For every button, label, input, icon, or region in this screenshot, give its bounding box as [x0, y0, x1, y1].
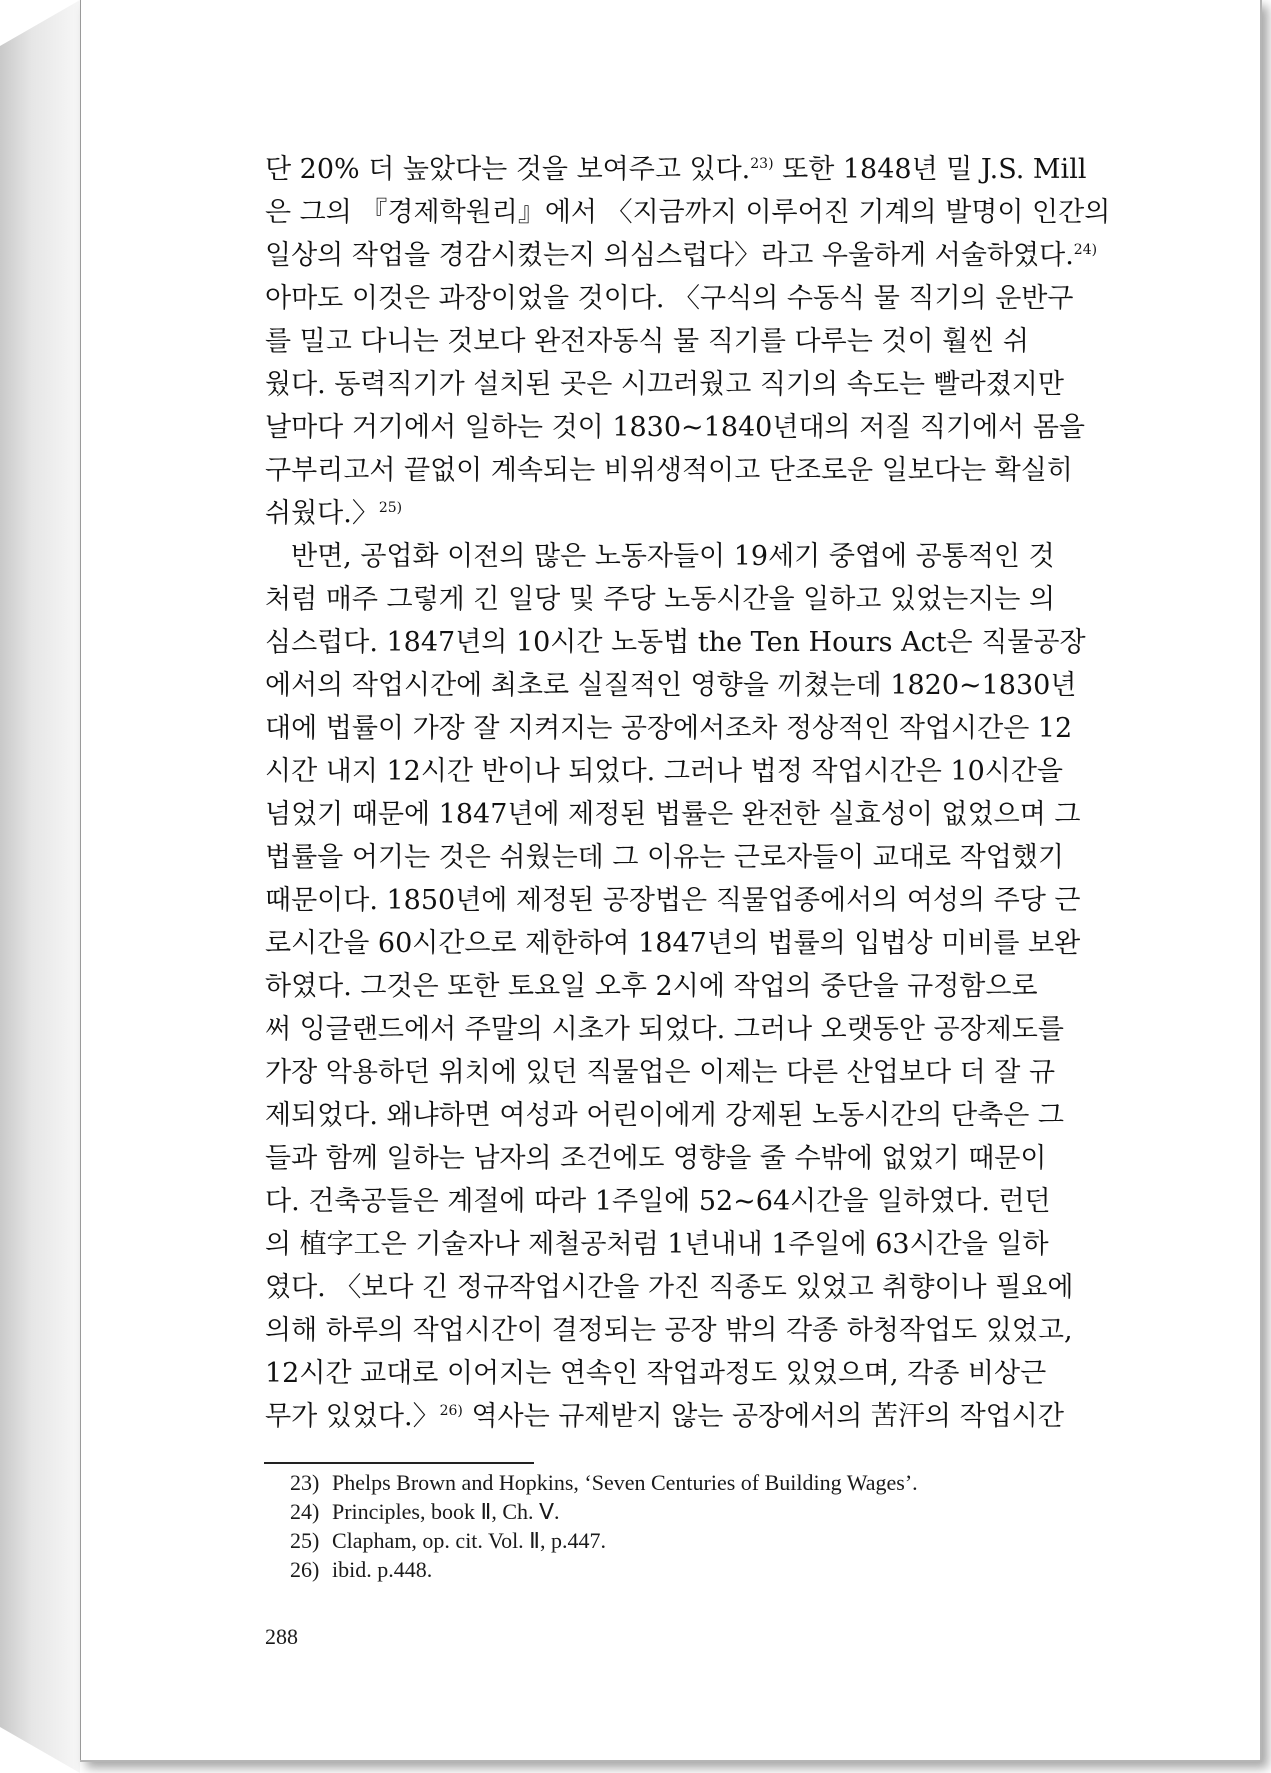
text-line: 무가 있었다.〉$^{26)}$ 역사는 규제받지 않는 공장에서의 苦汗의 작업시간 — [265, 1401, 1064, 1432]
text-line: 시간 내지 12시간 반이나 되었다. 그러나 법정 작업시간은 10시간을 — [265, 756, 1064, 787]
text-line: 에서의 작업시간에 최초로 실질적인 영향을 끼쳤는데 1820~1830년 — [265, 670, 1077, 701]
text-line: 쉬웠다.〉$^{25)}$ — [265, 498, 403, 529]
text-line: 웠다. 동력직기가 설치된 곳은 시끄러웠고 직기의 속도는 빨라졌지만 — [265, 369, 1064, 400]
text-line: 로시간을 60시간으로 제한하여 1847년의 법률의 입법상 미비를 보완 — [265, 928, 1081, 959]
text-line: 단 20% 더 높았다는 것을 보여주고 있다.$^{23)}$ 또한 1848년 밀 J.S. Mill — [265, 154, 1087, 185]
footnote — [290, 1555, 1090, 1584]
text-line: 제되었다. 왜냐하면 여성과 어린이에게 강제된 노동시간의 단축은 그 — [265, 1100, 1064, 1131]
page-number: 288 — [265, 1624, 298, 1649]
footnote-ref: 26) — [439, 1403, 463, 1419]
text-line: 날마다 거기에서 일하는 것이 1830~1840년대의 저질 직기에서 몸을 — [265, 412, 1086, 443]
footnote — [290, 1526, 1090, 1555]
footnote-ref: 25) — [378, 500, 403, 516]
body-text — [265, 148, 1200, 1438]
footnote-text: Clapham, op. cit. Vol. Ⅱ, p.447. — [332, 1528, 607, 1553]
text-line: 넘었기 때문에 1847년에 제정된 법률은 완전한 실효성이 없었으며 그 — [265, 799, 1081, 830]
text-line: 법률을 어기는 것은 쉬웠는데 그 이유는 근로자들이 교대로 작업했기 — [265, 842, 1064, 873]
footnote-ref: 24) — [1073, 242, 1098, 258]
text-line: 다. 건축공들은 계절에 따라 1주일에 52~64시간을 일하였다. 런던 — [265, 1186, 1051, 1217]
text-line: 처럼 매주 그렇게 긴 일당 및 주당 노동시간을 일하고 있었는지는 의 — [265, 584, 1056, 615]
footnote-text: Principles, book Ⅱ, Ch. Ⅴ. — [332, 1499, 560, 1524]
text-line: 의 植字工은 기술자나 제철공처럼 1년내내 1주일에 63시간을 일하 — [265, 1229, 1049, 1260]
footnote-number: 23) — [290, 1470, 320, 1495]
footnote-text: ibid. p.448. — [332, 1557, 433, 1582]
text-line: 대에 법률이 가장 잘 지켜지는 공장에서조차 정상적인 작업시간은 12 — [265, 713, 1073, 744]
text-line: 심스럽다. 1847년의 10시간 노동법 the Ten Hours Act은 직물공장 — [265, 627, 1086, 658]
text-line: 하였다. 그것은 또한 토요일 오후 2시에 작업의 중단을 규정함으로 — [265, 971, 1038, 1002]
text-line: 의해 하루의 작업시간이 결정되는 공장 밖의 각종 하청작업도 있었고, — [265, 1315, 1073, 1346]
footnote-text: Phelps Brown and Hopkins, ‘Seven Centuries of Building Wages’. — [332, 1470, 918, 1495]
footnotes — [290, 1468, 1090, 1584]
footnote-ref: 23) — [750, 156, 774, 172]
text-line: 아마도 이것은 과장이었을 것이다. 〈구식의 수동식 물 직기의 운반구 — [265, 283, 1074, 314]
text-line: 를 밀고 다니는 것보다 완전자동식 물 직기를 다루는 것이 훨씬 쉬 — [265, 326, 1029, 357]
footnote — [290, 1497, 1090, 1526]
text-line: 들과 함께 일하는 남자의 조건에도 영향을 줄 수밖에 없었기 때문이 — [265, 1143, 1047, 1174]
text-line: 구부리고서 끝없이 계속되는 비위생적이고 단조로운 일보다는 확실히 — [265, 455, 1073, 486]
footnote-number: 26) — [290, 1557, 320, 1582]
footnote-divider — [264, 1462, 534, 1464]
text-line: 였다. 〈보다 긴 정규작업시간을 가진 직종도 있었고 취향이나 필요에 — [265, 1272, 1074, 1303]
text-line: 은 그의 『경제학원리』에서 〈지금까지 이루어진 기계의 발명이 인간의 — [265, 197, 1111, 228]
text-line: 12시간 교대로 이어지는 연속인 작업과정도 있었으며, 각종 비상근 — [265, 1358, 1047, 1389]
book-spine — [0, 0, 80, 1773]
text-line: 써 잉글랜드에서 주말의 시초가 되었다. 그러나 오랫동안 공장제도를 — [265, 1014, 1064, 1045]
text-line: 일상의 작업을 경감시켰는지 의심스럽다〉라고 우울하게 서술하였다.$^{24)}$ — [265, 240, 1098, 271]
text-line: 반면, 공업화 이전의 많은 노동자들이 19세기 중엽에 공통적인 것 — [291, 541, 1055, 572]
book-page — [80, 0, 1262, 1762]
footnote — [290, 1468, 1090, 1497]
footnote-number: 24) — [290, 1499, 320, 1524]
text-line: 가장 악용하던 위치에 있던 직물업은 이제는 다른 산업보다 더 잘 규 — [265, 1057, 1056, 1088]
footnote-number: 25) — [290, 1528, 320, 1553]
text-line: 때문이다. 1850년에 제정된 공장법은 직물업종에서의 여성의 주당 근 — [265, 885, 1081, 916]
